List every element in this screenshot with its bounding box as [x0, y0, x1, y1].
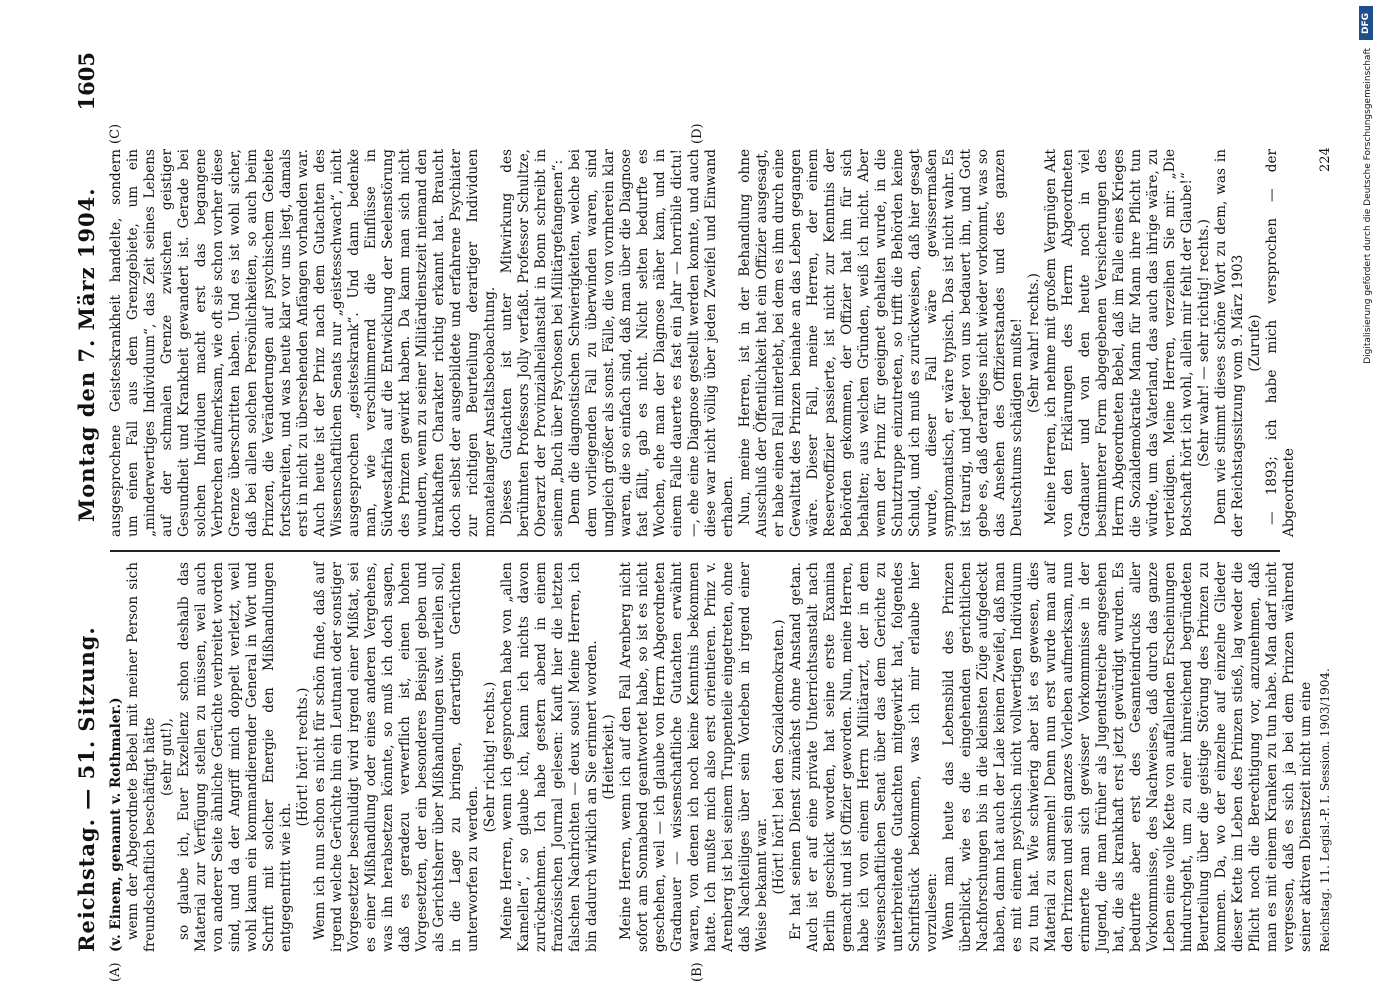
paragraph: Wenn ich nun schon es nicht für schön finde, daß auf irgend welche Gerüchte hin ein Leutnant oder sonstiger Vorgesetzter beschuldigt wird irgend einer Mißtat, sei es einer Mißhandlung oder eines anderen Vergehens, was ihn herabsetzen könnte, so muß ich doch sagen, daß es geradezu verwerflich ist, einen hohen Vorgesetzten, der ein besonderes Beispiel geben und als Gerichtsherr über Mißhandlungen usw. urteilen soll, in die Lage zu bringen, derartigen Gerüchten unterworfen zu werden. [312, 562, 481, 952]
page-footer [1318, 52, 1348, 952]
header-session: Reichstag. — 51. Sitzung. [74, 626, 99, 952]
interjection: (Hört! hört! bei den Sozialdemokraten.) [771, 619, 787, 895]
interjection: (Sehr wahr! — sehr richtig! rechts.) [1196, 219, 1212, 468]
footer-session-info: Reichstag. 11. Legisl.-P. I. Session. 1903/1904. [1318, 668, 1332, 952]
speaker-name: (v. Einem, genannt v. Rothmaler.) [108, 697, 124, 952]
interjection: (Sehr richtig! rechts.) [482, 681, 498, 833]
paragraph: wenn der Abgeordnete Bebel mit meiner Person sich freundschaftlich beschäftigt hätte [125, 562, 158, 952]
paragraph: Er hat seinen Dienst zunächst ohne Anstand getan. Auch ist er auf eine private Unterrichtsanstalt nach Berlin geschickt worden, hat seine erste Examina gemacht und ist Offizier geworden. Nun, meine Herren, habe ich von einem Herrn Militärarzt, der in dem wissenschaftlichen Senat über das dem Gerichte zu unterbreitende Gutachten mitgewirkt hat, folgendes Schriftstück bekommen, was ich mir erlaube hier vorzulesen: [788, 562, 940, 952]
header-date: Montag den 7. März 1904. [74, 187, 99, 522]
interjection: (Zurufe) [1247, 314, 1263, 372]
margin-marker-c: (C) [108, 123, 123, 144]
funding-note: Digitalisierung gefördert durch die Deutsche Forschungsgemeinschaft [1363, 48, 1373, 364]
interjection: (Hört! hört! rechts.) [295, 687, 311, 827]
paragraph: Meine Herren, wenn ich gesprochen habe von „allen Kamellen“, so glaube ich, kann ich nichts davon zurücknehmen. Ich habe gestern abend in einem französischen Journal gelesen: Kauft hier die letzten falschen Nachrichten — deux sous! Meine Herren, ich bin dadurch wirklich an Sie erinnert worden. [499, 562, 600, 952]
margin-marker-a: (A) [108, 962, 123, 982]
paragraph: — 1893; ich habe mich versprochen — der Abgeordnete [1264, 149, 1297, 537]
interjection: (Heiterkeit.) [601, 714, 617, 800]
margin-marker-d: (D) [690, 123, 705, 144]
left-column [108, 562, 1315, 952]
paragraph: Meine Herren, ich nehme mit großem Vergnügen Akt von den Erklärungen des Herrn Abgeordneten Gradnauer und von den heute noch in viel bestimmterer Form abgegebenen Versicherungen des Herrn Abgeordneten Bebel, daß im Falle eines Krieges die Sozialdemokratie Mann für Mann ihre Pflicht tun würde, um das Vaterland, das auch das ihrige wäre, zu verteidigen. Meine Herren, verzeihen Sie mir: „Die Botschaft hört ich wohl, allein mir fehlt der Glaube!“ [1043, 149, 1195, 537]
interjection: (sehr gut!), [159, 718, 175, 796]
right-column [108, 149, 1298, 537]
paragraph: Dieses Gutachten ist unter Mitwirkung des berühmten Professors Jolly verfaßt. Professor Schultze, Oberarzt der Provinzialheilanstalt in Bonn schreibt in seinem „Buch über Psychosen bei Militärgefangenen“: [499, 149, 566, 537]
column-divider [110, 550, 1280, 552]
paragraph: Meine Herren, wenn ich auf den Fall Arenberg nicht sofort am Sonnabend geantwortet habe, so ist es nicht geschehen, weil — ich glaube von Herrn Abgeordneten Gradnauer — wissenschaftliche Gutachten erwähnt waren, von denen ich noch keine Kenntnis bekommen hatte. Ich mußte mich also erst orientieren. Prinz v. Arenberg ist bei seinem Truppenteile eingetreten, ohne daß Nachteiliges über sein Vorleben in irgend einer Weise bekannt war. [618, 562, 770, 952]
paragraph: Denn wie stimmt dieses schöne Wort zu dem, was in der Reichstagssitzung vom 9. März 1903 [1213, 149, 1246, 537]
quoted-paragraph: Wenn man heute das Lebensbild des Prinzen überblickt, wie es die eingehenden gerichtlichen Nachforschungen bis in die kleinsten Züge aufgedeckt haben, dann hat auch der Laie keinen Zweifel, daß man es mit einem psychisch nicht vollwertigen Individuum zu tun hat. Wie schwierig aber ist es gewesen, dies Material zu sammeln! Denn nun erst wurde man auf den Prinzen und sein ganzes Vorleben aufmerksam, nun erinnerte man sich gewisser Vorkommnisse in der Jugend, die man früher als Jugendstreiche angesehen hat, die als krankhaft erst jetzt gewürdigt wurden. Es bedurfte aber erst des Gesamteindrucks aller Vorkommnisse, des Nachweises, daß durch das ganze Leben eine volle Kette von auffallenden Erscheinungen hindurchgeht, um zu einer hinreichend begründeten Beurteilung über die geistige Störung des Prinzen zu kommen. Da, wo der einzelne auf einzelne Glieder dieser Kette im Leben des Prinzen stieß, lag weder die Pflicht noch die Berechtigung vor, anzunehmen, daß man es mit einem Kranken zu tun habe. Man darf nicht vergessen, daß es sich ja bei dem Prinzen während seiner aktiven Dienstzeit nicht um eine [941, 562, 1314, 952]
quoted-paragraph: Denn die diagnostischen Schwierigkeiten, welche bei dem vorliegenden Fall zu überwinden waren, sind ungleich größer als sonst. Fälle, die von vornherein klar waren, die so einfach sind, daß man über die Diagnose fast fällt, gab es nicht. Nicht selten bedurfte es Wochen, ehe man der Diagnose näher kam, und in einem Falle dauerte es fast ein Jahr — horribile dictu! —, ehe eine Diagnose gestellt werden konnte, und auch diese war nicht völlig über jeden Zweifel und Einwand erhaben. [567, 149, 736, 537]
page-content [70, 52, 1360, 982]
page-header [70, 52, 100, 952]
digitization-sidebar [1355, 0, 1375, 1000]
paragraph: Nun, meine Herren, ist in der Behandlung ohne Ausschluß der Öffentlichkeit hat ein Offizier ausgesagt, er habe einen Fall miterlebt, bei dem es ihm durch eine Gewalttat des Prinzen beinahe an das Leben gegangen wäre. Dieser Fall, meine Herren, der einem Reserveoffizier passierte, ist nicht zur Kenntnis der Behörden gekommen, der Offizier hat ihn für sich behalten; aus welchen Gründen, weiß ich nicht. Aber wenn der Prinz für geeignet gehalten wurde, in die Schutztruppe einzutreten, so trifft die Behörden keine Schuld, und ich muß es zurückweisen, daß hier gesagt wurde, dieser Fall wäre gewissermaßen symptomatisch, er wäre typisch. Das ist nicht wahr. Es ist traurig, und jeder von uns bedauert ihn, und Gott gebe es, daß derartiges nicht wieder vorkommt, was so das Ansehen des Offizierstandes und des ganzen Deutschtums schädigen mußte! [737, 149, 1025, 537]
margin-marker-b: (B) [690, 962, 705, 982]
page-number: 1605 [74, 52, 99, 111]
paragraph: so glaube ich, Euer Exzellenz schon deshalb das Material zur Verfügung stellen zu müssen, weil auch von anderer Seite ähnliche Gerüchte verbreitet worden sind, und da der Angriff mich doppelt verletzt, weil wohl kaum ein kommandierender General in Wort und Schrift mit solcher Energie den Mißhandlungen entgegentritt wie ich. [176, 562, 294, 952]
interjection: (Sehr wahr! rechts.) [1026, 273, 1042, 413]
sheet-signature: 224 [1318, 147, 1333, 172]
quoted-paragraph: ausgesprochene Geisteskrankheit handelte, sondern um einen Fall aus dem Grenzgebiete, um ein „minderwertiges Individuum“, das Zeit seines Lebens auf der schmalen Grenze zwischen geistiger Gesundheit und Krankheit gewandert ist. Gerade bei solchen Individuen macht erst das begangene Verbrechen aufmerksam, wie oft sie schon vorher diese Grenze überschritten haben. Und es ist wohl sicher, daß bei allen solchen Persönlichkeiten, so auch beim Prinzen, die Veränderungen auf psychischem Gebiete fortschreiten, und was heute klar vor uns liegt, damals erst in nicht zu übersehenden Anfängen vorhanden war. Auch heute ist der Prinz nach dem Gutachten des Wissenschaftlichen Senats nur „geistesschwach“, nicht ausgesprochen „geisteskrank“. Und dann bedenke man, wie verschlimmernd die Einflüsse in Südwestafrika auf die Entwicklung der Seelenstörung des Prinzen gewirkt haben. Da kann man sich nicht wundern, wenn zu seiner Militärdienstzeit niemand den krankhaften Charakter richtig erkannt hat. Braucht doch selbst der ausgebildete und erfahrene Psychiater zur richtigen Beurteilung derartiger Individuen monatelanger Anstaltsbeobachtung. [108, 149, 498, 537]
dfg-logo-icon: DFG [1359, 6, 1373, 40]
